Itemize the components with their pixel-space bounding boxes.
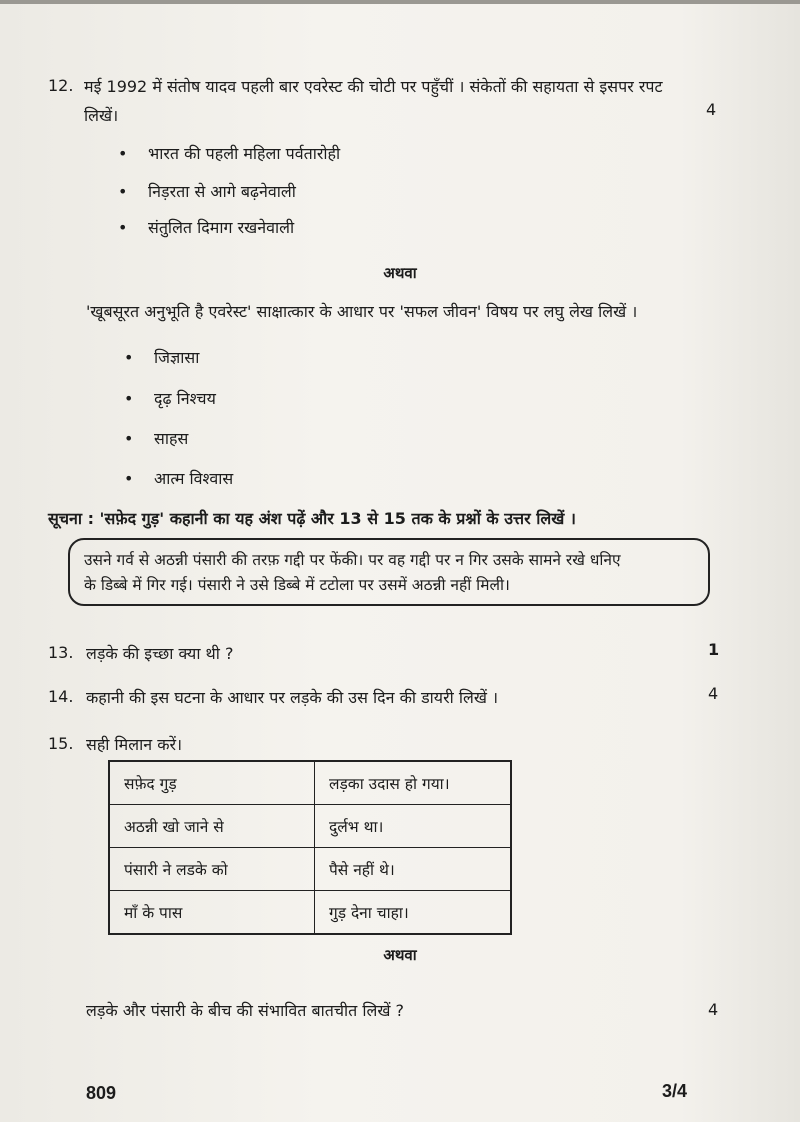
q12-number: 12. <box>48 76 74 95</box>
table-cell-right: पैसे नहीं थे। <box>315 848 512 891</box>
table-cell-left: माँ के पास <box>109 891 315 935</box>
q15-number: 15. <box>48 734 74 753</box>
table-row <box>109 848 511 891</box>
q12-text-line1: मई 1992 में संतोष यादव पहली बार एवरेस्ट की चोटी पर पहुँचीं । संकेतों की सहायता से इसपर रपट <box>84 77 663 96</box>
passage-line1: उसने गर्व से अठन्नी पंसारी की तरफ़ गद्दी पर फेंकी। पर वह गद्दी पर न गिर उसके सामने रखे धनिए <box>84 551 621 569</box>
or-heading-2: अथवा <box>383 946 417 964</box>
top-edge-line <box>0 0 800 4</box>
alt12-bullet-2: • दृढ़ निश्चय <box>124 389 216 408</box>
alt12-bullet-1: • जिज्ञासा <box>124 348 200 367</box>
or-heading-1: अथवा <box>383 264 417 282</box>
q13-number: 13. <box>48 643 74 662</box>
table-cell-left: पंसारी ने लडके को <box>109 848 315 891</box>
q12-bullet-2: • निड़रता से आगे बढ़नेवाली <box>118 182 296 201</box>
alt15-text: लड़के और पंसारी के बीच की संभावित बातचीत लिखें ? <box>86 1001 405 1020</box>
q13-marks: 1 <box>708 640 720 659</box>
q12-marks: 4 <box>706 100 717 119</box>
table-cell-left: अठन्नी खो जाने से <box>109 805 315 848</box>
table-row <box>109 805 511 848</box>
table-cell-right: दुर्लभ था। <box>315 805 512 848</box>
table-cell-right: लड़का उदास हो गया। <box>315 761 512 805</box>
matching-table <box>108 760 512 935</box>
passage-line2: के डिब्बे में गिर गई। पंसारी ने उसे डिब्बे में टटोला पर उसमें अठन्नी नहीं मिली। <box>84 576 510 594</box>
q12-text-line2: लिखें। <box>84 106 119 125</box>
alt12-text: 'खूबसूरत अनुभूति है एवरेस्ट' साक्षात्कार के आधार पर 'सफल जीवन' विषय पर लघु लेख लिखें । <box>86 302 638 321</box>
notice-text: सूचना : 'सफ़ेद गुड़' कहानी का यह अंश पढ़ें और 13 से 15 तक के प्रश्नों के उत्तर लिखें । <box>48 509 576 528</box>
q14-marks: 4 <box>708 684 719 703</box>
table-cell-right: गुड़ देना चाहा। <box>315 891 512 935</box>
alt12-bullet-4: • आत्म विश्वास <box>124 469 234 488</box>
page-number: 3/4 <box>662 1081 688 1101</box>
q12-bullet-3: • संतुलित दिमाग रखनेवाली <box>118 218 295 237</box>
q15-text: सही मिलान करें। <box>86 735 183 754</box>
q14-text: कहानी की इस घटना के आधार पर लड़के की उस दिन की डायरी लिखें । <box>86 688 499 707</box>
alt15-marks: 4 <box>708 1000 719 1019</box>
q12-bullet-1: • भारत की पहली महिला पर्वतारोही <box>118 144 341 163</box>
table-cell-left: सफ़ेद गुड़ <box>109 761 315 805</box>
paper-code: 809 <box>86 1083 117 1103</box>
table-row <box>109 761 511 805</box>
alt12-bullet-3: • साहस <box>124 429 189 448</box>
q14-number: 14. <box>48 687 74 706</box>
q13-text: लड़के की इच्छा क्या थी ? <box>86 644 234 663</box>
table-row <box>109 891 511 935</box>
passage-box <box>68 538 710 606</box>
